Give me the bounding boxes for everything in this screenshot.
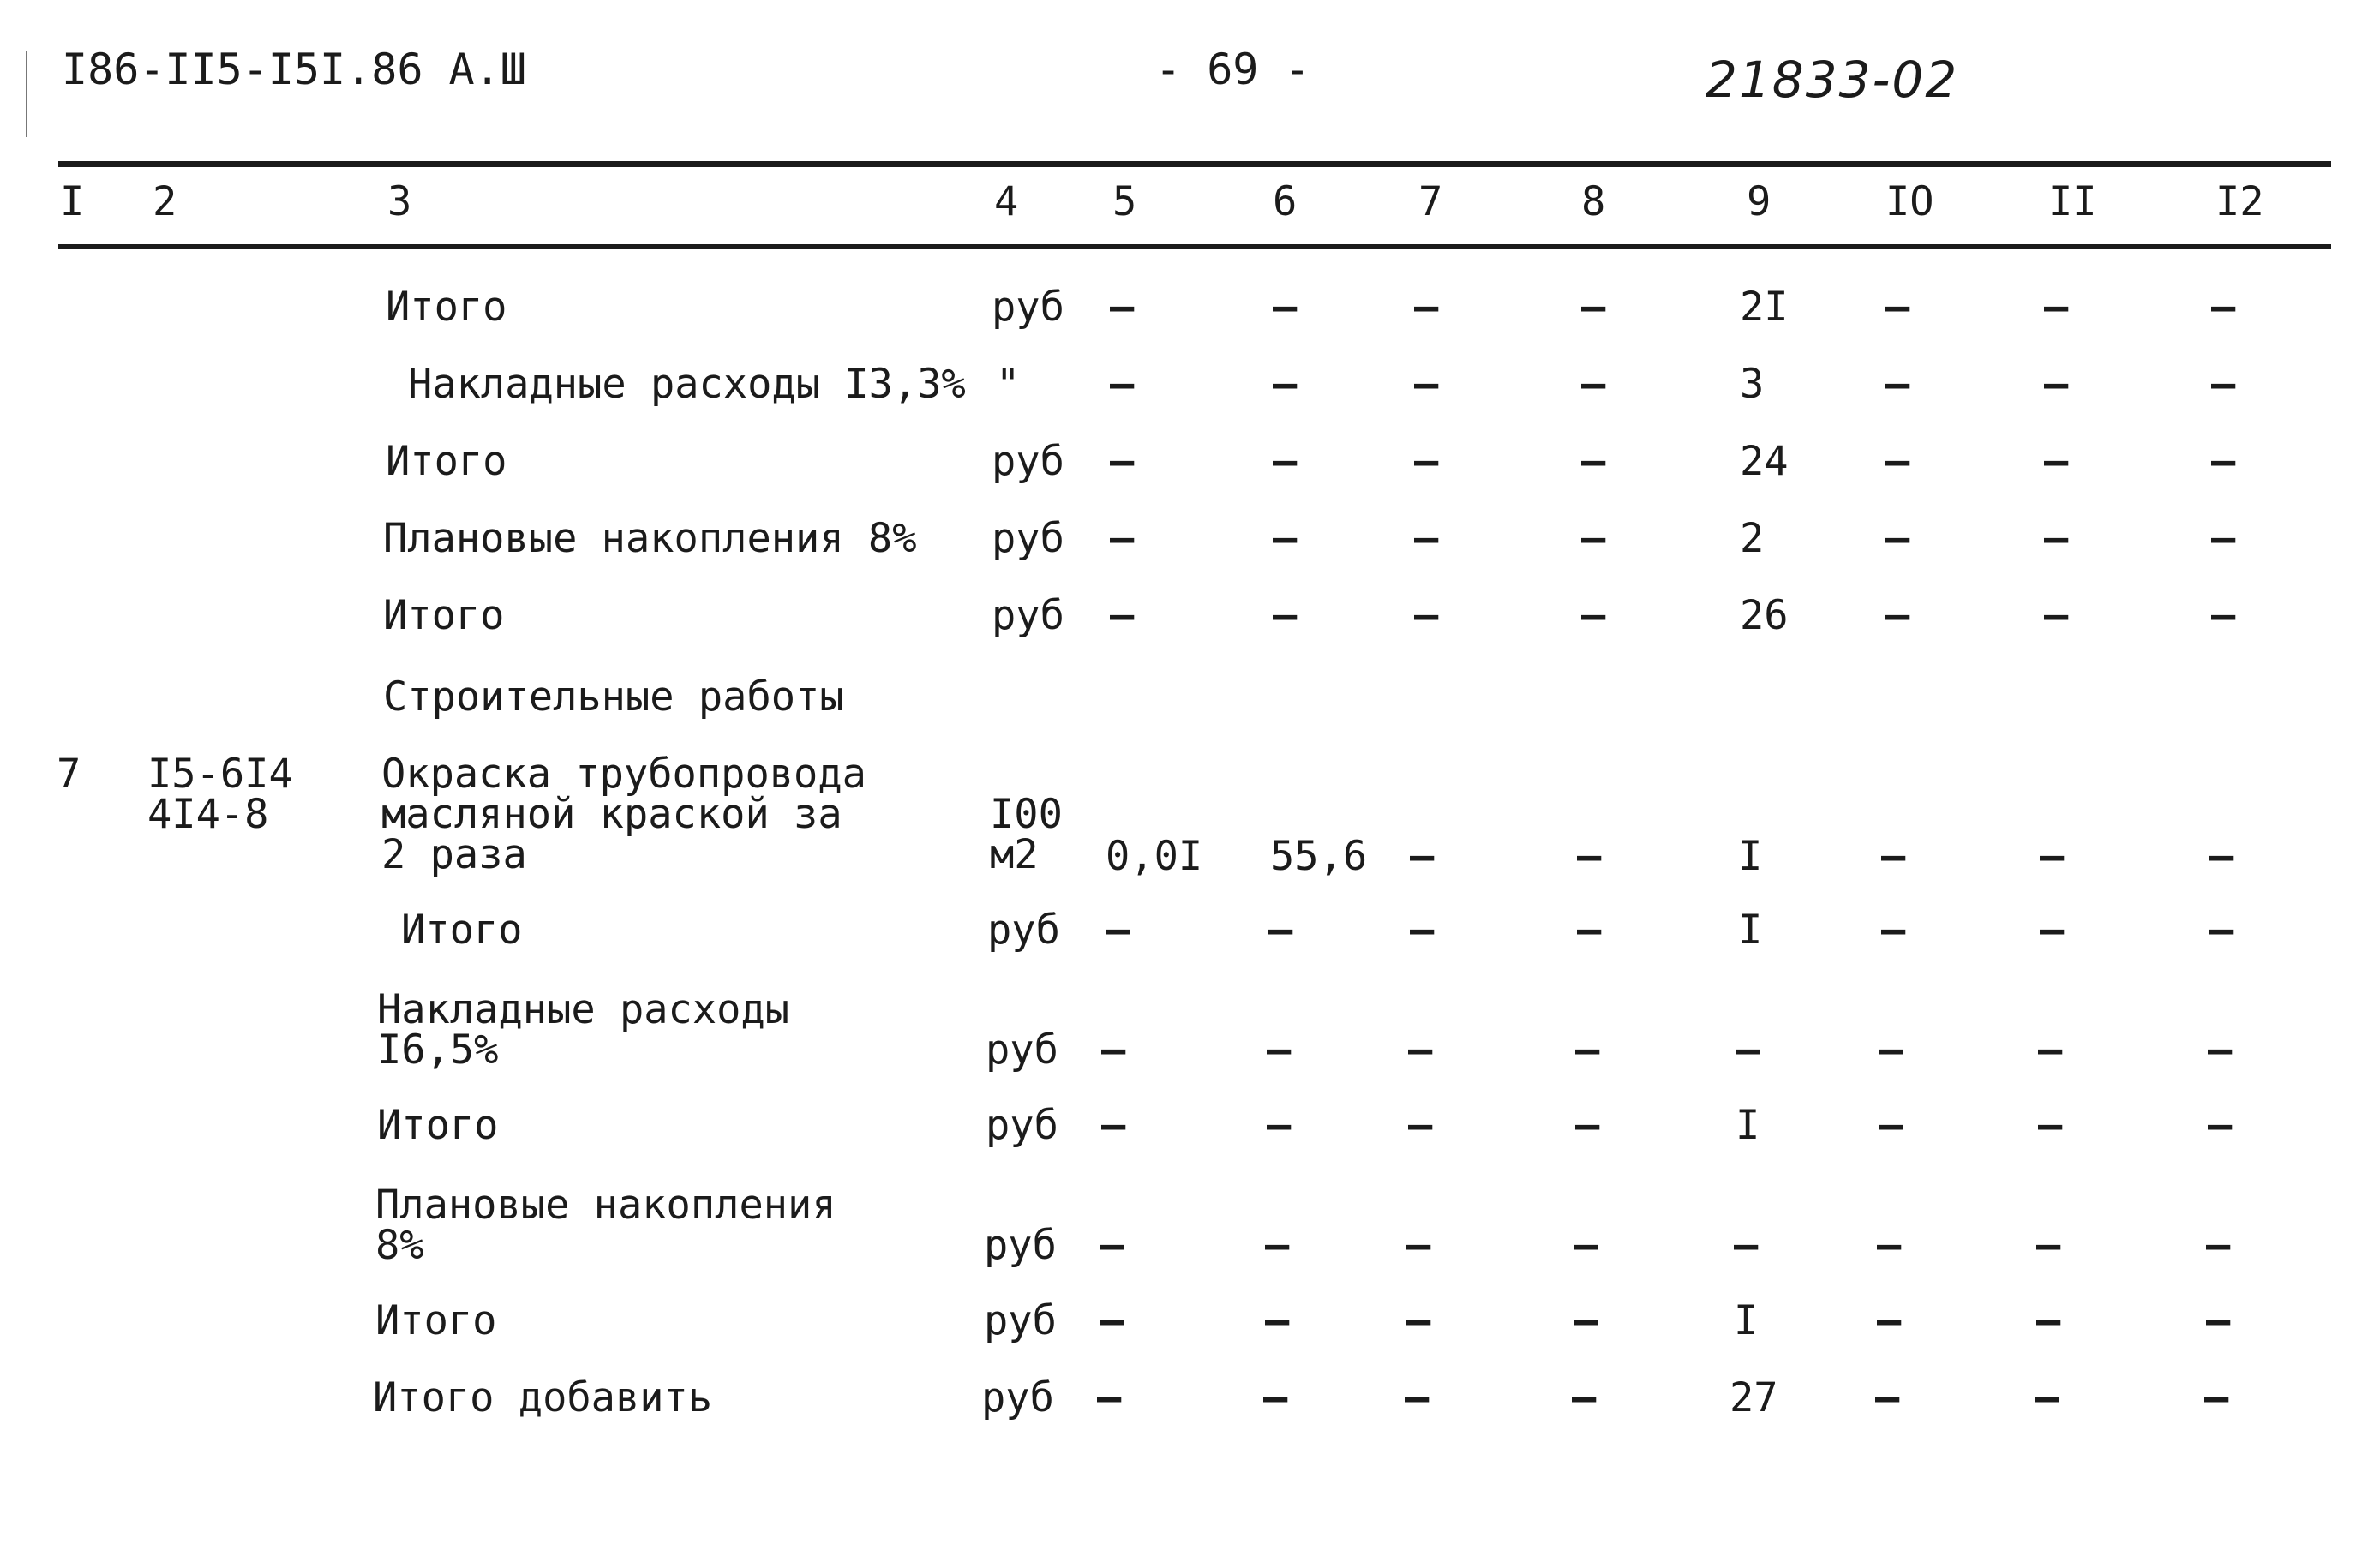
cell-col6: – xyxy=(1265,1222,1290,1269)
cell-col12: – xyxy=(2211,284,2236,331)
cell-col8: – xyxy=(1581,438,1606,485)
cell-col8: – xyxy=(1574,1222,1598,1269)
column-header: 7 xyxy=(1418,178,1443,225)
cell-unit: " xyxy=(996,361,1021,408)
column-header: 8 xyxy=(1581,178,1606,225)
cell-col9: 3 xyxy=(1740,361,1765,408)
cell-col7: – xyxy=(1408,1026,1433,1074)
cell-col7: – xyxy=(1414,284,1439,331)
cell-col5: – xyxy=(1110,284,1135,331)
cell-description: Накладные расходы I3,3% xyxy=(408,361,966,408)
column-header: 5 xyxy=(1112,178,1137,225)
cell-col10: – xyxy=(1881,907,1906,954)
cell-col5: – xyxy=(1101,1026,1126,1074)
cell-unit: руб xyxy=(992,515,1064,562)
cell-description: Плановые накопления 8% xyxy=(383,515,917,562)
cell-unit: руб xyxy=(992,438,1064,485)
cell-col10: – xyxy=(1879,1102,1903,1149)
cell-col6: – xyxy=(1273,592,1298,639)
cell-col12: – xyxy=(2206,1222,2231,1269)
cell-col6: – xyxy=(1267,1102,1292,1149)
cell-col10: – xyxy=(1885,284,1910,331)
cell-col9: I xyxy=(1738,907,1763,954)
cell-col5: – xyxy=(1097,1374,1122,1421)
cell-col9: 26 xyxy=(1740,592,1789,639)
cell-col11: – xyxy=(2044,515,2069,562)
cell-col8: – xyxy=(1575,1102,1600,1149)
cell-col7: – xyxy=(1405,1374,1430,1421)
cell-col11: – xyxy=(2040,833,2065,880)
cell-col8: – xyxy=(1577,907,1602,954)
cell-col12: – xyxy=(2206,1297,2231,1344)
page-number: - 69 - xyxy=(1155,45,1310,94)
cell-col7: – xyxy=(1406,1222,1431,1269)
cell-col11: – xyxy=(2035,1374,2059,1421)
cell-col10: – xyxy=(1885,361,1910,408)
cell-col8: – xyxy=(1581,515,1606,562)
cell-col9: – xyxy=(1736,1026,1760,1074)
cell-col5: 0,0I xyxy=(1106,833,1203,880)
document-stamp: 21833-02 xyxy=(1706,51,1959,109)
cell-col8: – xyxy=(1577,833,1602,880)
cell-item-number: 7 xyxy=(57,751,81,798)
cell-col6: – xyxy=(1273,438,1298,485)
cell-col12: – xyxy=(2211,515,2236,562)
cell-unit: руб xyxy=(986,1102,1058,1149)
cell-col10: – xyxy=(1885,515,1910,562)
cell-unit: руб xyxy=(992,284,1064,331)
cell-col8: – xyxy=(1581,361,1606,408)
cell-col12: – xyxy=(2204,1374,2229,1421)
cell-col11: – xyxy=(2040,907,2065,954)
cell-col10: – xyxy=(1885,438,1910,485)
cell-unit: руб xyxy=(987,907,1060,954)
cell-col7: – xyxy=(1410,833,1435,880)
cell-unit: руб xyxy=(986,1026,1058,1074)
cell-col6: – xyxy=(1263,1374,1288,1421)
cell-col10: – xyxy=(1881,833,1906,880)
cell-col5: – xyxy=(1110,438,1135,485)
cell-col12: – xyxy=(2211,592,2236,639)
column-header: II xyxy=(2048,178,2097,225)
column-header: 3 xyxy=(387,178,412,225)
cell-col9: I xyxy=(1738,833,1763,880)
cell-col11: – xyxy=(2036,1297,2061,1344)
cell-col9: 24 xyxy=(1740,438,1789,485)
column-header: 4 xyxy=(994,178,1019,225)
cell-col12: – xyxy=(2211,361,2236,408)
cell-description: Окраска трубопровода масляной краской за 2 раза xyxy=(381,751,866,878)
cell-col6: – xyxy=(1273,361,1298,408)
table-top-rule xyxy=(58,161,2331,167)
cell-col7: – xyxy=(1414,515,1439,562)
cell-col12: – xyxy=(2208,1026,2233,1074)
cell-col7: – xyxy=(1410,907,1435,954)
cell-col8: – xyxy=(1575,1026,1600,1074)
cell-col11: – xyxy=(2038,1026,2063,1074)
cell-col8: – xyxy=(1581,284,1606,331)
cell-col8: – xyxy=(1572,1374,1597,1421)
cell-col8: – xyxy=(1581,592,1606,639)
cell-col7: – xyxy=(1414,438,1439,485)
cell-description: Плановые накопления 8% xyxy=(375,1182,836,1269)
cell-col10: – xyxy=(1875,1374,1900,1421)
cell-description: Итого xyxy=(401,907,523,954)
cell-col10: – xyxy=(1885,592,1910,639)
cell-col12: – xyxy=(2208,1102,2233,1149)
column-header: I2 xyxy=(2215,178,2264,225)
cell-col6: – xyxy=(1273,284,1298,331)
cell-col6: – xyxy=(1265,1297,1290,1344)
cell-col7: – xyxy=(1414,592,1439,639)
cell-col6: 55,6 xyxy=(1270,833,1368,880)
cell-col7: – xyxy=(1406,1297,1431,1344)
cell-unit: руб xyxy=(981,1374,1054,1421)
column-header: IO xyxy=(1885,178,1934,225)
cell-col11: – xyxy=(2044,438,2069,485)
cell-col9: 27 xyxy=(1730,1374,1778,1421)
cell-col8: – xyxy=(1574,1297,1598,1344)
cell-col5: – xyxy=(1106,907,1130,954)
cell-col9: I xyxy=(1734,1297,1759,1344)
cell-col5: – xyxy=(1110,361,1135,408)
cell-col12: – xyxy=(2209,907,2234,954)
cell-description: Итого xyxy=(386,438,507,485)
cell-description: Итого добавить xyxy=(373,1374,713,1421)
cell-description: Итого xyxy=(383,592,505,639)
column-header: 9 xyxy=(1747,178,1772,225)
cell-col11: – xyxy=(2036,1222,2061,1269)
cell-col7: – xyxy=(1414,361,1439,408)
table-header-rule xyxy=(58,244,2331,249)
column-header: 2 xyxy=(153,178,177,225)
cell-col12: – xyxy=(2211,438,2236,485)
cell-col12: – xyxy=(2209,833,2234,880)
column-header: I xyxy=(60,178,85,225)
margin-mark xyxy=(26,51,27,137)
cell-col11: – xyxy=(2044,361,2069,408)
cell-description: Итого xyxy=(386,284,507,331)
cell-rate-code: I5-6I4 4I4-8 xyxy=(147,751,293,838)
cell-unit: руб xyxy=(984,1222,1057,1269)
cell-col5: – xyxy=(1100,1222,1124,1269)
cell-col11: – xyxy=(2038,1102,2063,1149)
cell-description: Накладные расходы I6,5% xyxy=(377,986,790,1074)
cell-description: Итого xyxy=(377,1102,499,1149)
cell-col9: 2 xyxy=(1740,515,1765,562)
cell-col9: 2I xyxy=(1740,284,1789,331)
cell-col10: – xyxy=(1879,1026,1903,1074)
cell-col6: – xyxy=(1267,1026,1292,1074)
cell-col9: I xyxy=(1736,1102,1760,1149)
cell-unit: I00 м2 xyxy=(990,791,1063,878)
column-header: 6 xyxy=(1273,178,1298,225)
section-heading: Строительные работы xyxy=(383,673,844,721)
cell-col7: – xyxy=(1408,1102,1433,1149)
cell-col6: – xyxy=(1273,515,1298,562)
cell-col5: – xyxy=(1110,515,1135,562)
cell-col9: – xyxy=(1734,1222,1759,1269)
cell-unit: руб xyxy=(984,1297,1057,1344)
cell-col6: – xyxy=(1268,907,1293,954)
cell-col5: – xyxy=(1110,592,1135,639)
cell-col5: – xyxy=(1100,1297,1124,1344)
cell-col5: – xyxy=(1101,1102,1126,1149)
document-code: I86-II5-I5I.86 A.Ш xyxy=(62,45,526,94)
cell-col10: – xyxy=(1877,1297,1902,1344)
cell-description: Итого xyxy=(375,1297,497,1344)
cell-col10: – xyxy=(1877,1222,1902,1269)
cell-unit: руб xyxy=(992,592,1064,639)
cell-col11: – xyxy=(2044,284,2069,331)
cell-col11: – xyxy=(2044,592,2069,639)
